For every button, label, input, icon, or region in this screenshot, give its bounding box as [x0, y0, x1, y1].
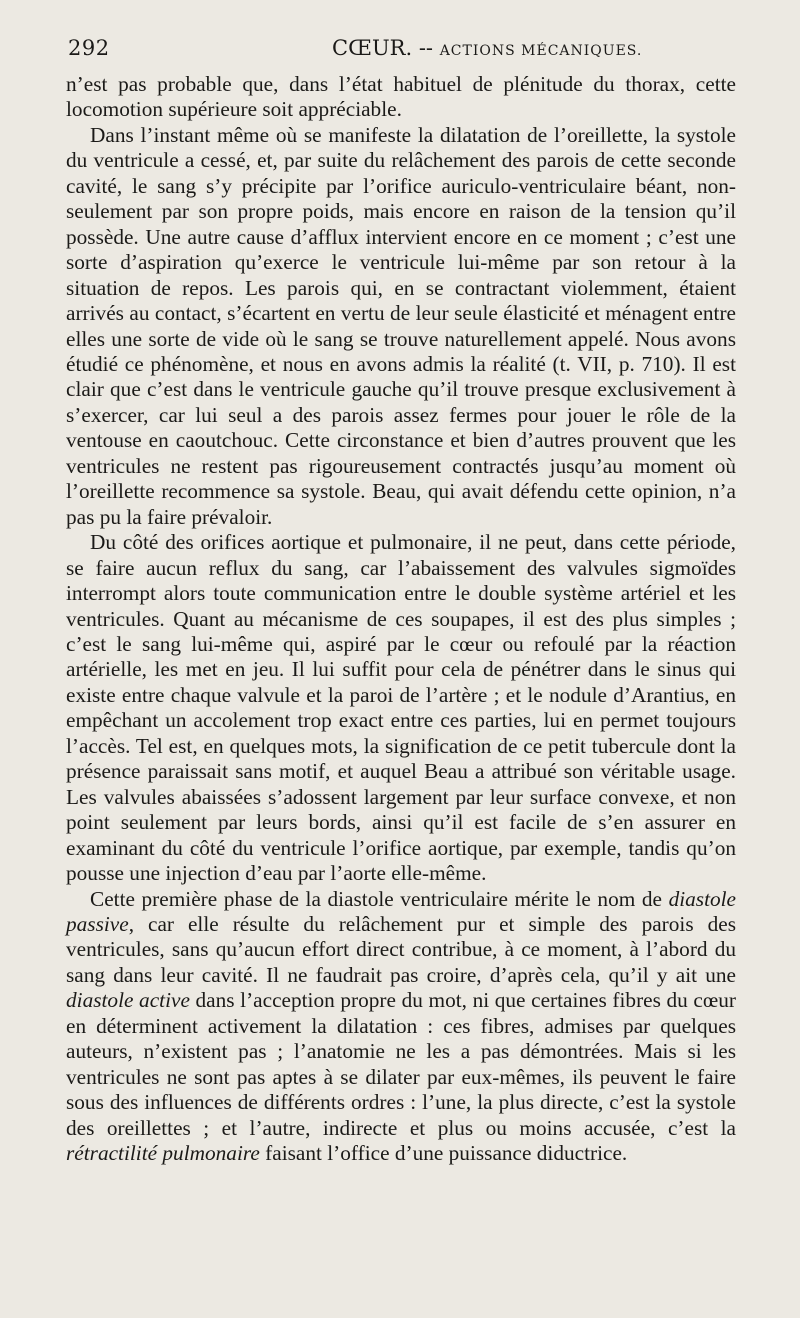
running-header — [64, 36, 740, 68]
term-retractilite-pulmonaire: rétractilité pulmonaire — [66, 1141, 260, 1166]
running-title-dash: -- — [412, 36, 440, 60]
running-title — [332, 36, 642, 60]
term-diastole-active: diastole active — [66, 988, 190, 1013]
running-title-main: CŒUR. — [332, 36, 413, 60]
paragraph-diastole — [66, 887, 736, 1167]
paragraph-diastole-text-3: dans l’acception propre du mot, ni que certaines fibres du cœur en déterminent activement la dilatation : ces fibres, admises par quelques auteurs, n’existent pas ; l’anatomie ne les a pas démontrées. Mais si les ventricules ne sont pas aptes à se dilater par eux-mêmes, ils peuvent le faire sous des influences de différents ordres : l’une, la plus directe, c’est la systole des oreillettes ; et l’autre, indirecte et plus ou moins accusée, c’est la — [66, 988, 736, 1140]
page-number: 292 — [68, 36, 110, 60]
body-text — [66, 72, 736, 1166]
paragraph-orifices: Du côté des orifices aortique et pulmonaire, il ne peut, dans cette période, se faire aucun reflux du sang, car l’abaissement des valvules sigmoïdes interrompt alors toute communication entre le double système artériel et les ventricules. Quant au mécanisme de ces soupapes, il est des plus simples ; c’est le sang lui-même qui, aspiré par le cœur ou refoulé par la réaction artérielle, les met en jeu. Il lui suffit pour cela de pénétrer dans le sinus qui existe entre chaque valvule et la paroi de l’artère ; et le nodule d’Arantius, en empêchant un accolement trop exact entre ces parties, lui en permet toujours l’accès. Tel est, en quelques mots, la signification de ce petit tubercule dont la présence paraissait sans motif, et auquel Beau a attribué son véritable usage. Les valvules abaissées s’adossent largement par leur surface convexe, et non point seulement par leurs bords, ainsi qu’il est facile de s’en assurer en examinant du côté du ventricule l’orifice aortique, par exemple, tandis qu’on pousse une injection d’eau par l’aorte elle-même. — [66, 530, 736, 886]
term-diastole-passive: diastole passive — [66, 886, 736, 936]
paragraph-diastole-text-1: Cette première phase de la diastole ventriculaire mérite le nom de — [90, 886, 669, 911]
paragraph-dilatation: Dans l’instant même où se manifeste la dilatation de l’oreillette, la systole du ventricule a cessé, et, par suite du relâchement des parois de cette seconde cavité, le sang s’y précipite par l’orifice auriculo-ventriculaire béant, non-seulement par son propre poids, mais encore en raison de la tension qu’il possède. Une autre cause d’afflux intervient encore en ce moment ; c’est une sorte d’aspiration qu’exerce le ventricule lui-même par son retour à la situation de repos. Les parois qui, en se contractant violemment, étaient arrivés au contact, s’écartent en vertu de leur seule élasticité et ménagent entre elles une sorte de vide où le sang se trouve naturellement appelé. Nous avons étudié ce phénomène, et nous en avons admis la réalité (t. VII, p. 710). Il est clair que c’est dans le ventricule gauche qu’il trouve presque exclusivement à s’exercer, car lui seul a des parois assez fermes pour jouer le rôle de la ventouse en caoutchouc. Cette circonstance et bien d’autres prouvent que les ventricules ne restent pas rigoureusement contractés jusqu’au moment où l’oreillette recommence sa systole. Beau, qui avait défendu cette opinion, n’a pas pu la faire prévaloir. — [66, 122, 736, 529]
paragraph-continued: n’est pas probable que, dans l’état habituel de plénitude du thorax, cette locomotion supérieure soit appréciable. — [66, 72, 736, 122]
paragraph-diastole-text-4: faisant l’office d’une puissance diductrice. — [259, 1141, 628, 1166]
paragraph-diastole-text-2: , car elle résulte du relâchement pur et simple des parois des ventricules, sans qu’aucun effort direct contribue, à ce moment, à l’abord du sang dans leur cavité. Il ne faudrait pas croire, d’après cela, qu’il y ait une — [66, 911, 736, 987]
running-title-subtitle: ACTIONS MÉCANIQUES. — [439, 43, 643, 59]
